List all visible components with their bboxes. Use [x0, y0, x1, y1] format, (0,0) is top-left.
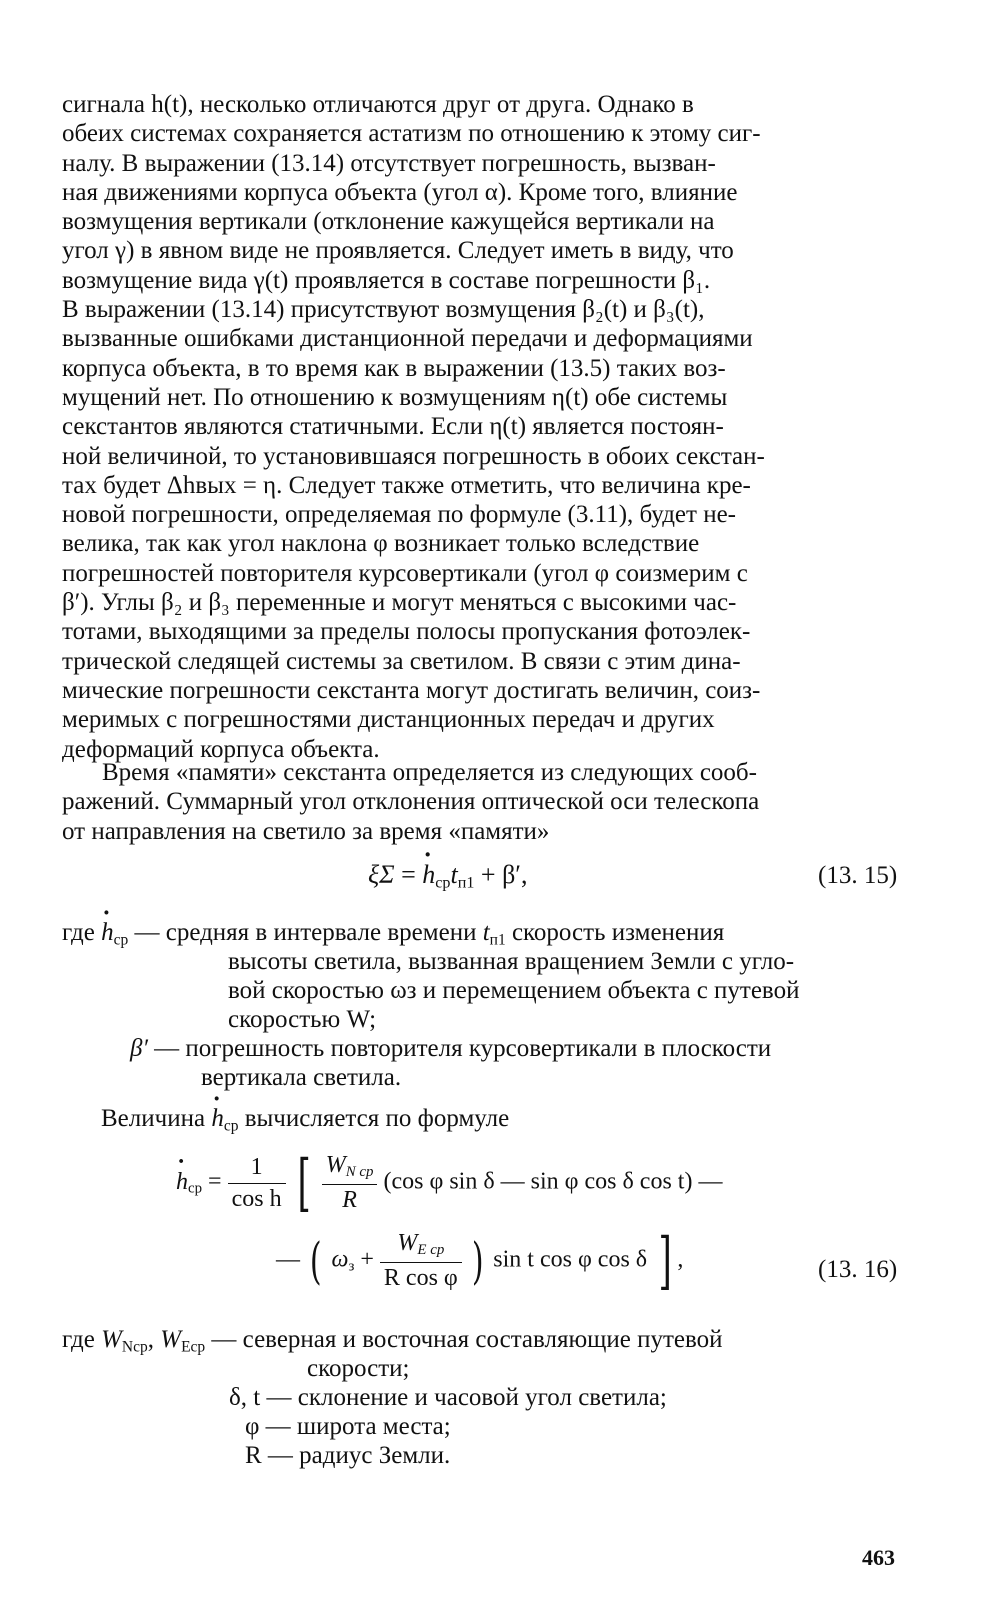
paragraph1-line: меримых с погрешностями дистанционных передач и других — [62, 706, 715, 734]
def-h-symbol: · h — [101, 919, 114, 946]
intro-eq-13-16 — [101, 1104, 509, 1141]
paragraph1-line: мущений нет. По отношению к возмущениям η(t) обе системы — [62, 383, 728, 411]
paragraph1-line: корпуса объекта, в то время как в выражении (13.5) таких воз- — [62, 354, 726, 382]
where-label-2: где — [62, 1326, 95, 1353]
eq1-h: · h — [422, 860, 435, 889]
eq2-lhs-sub: ср — [188, 1180, 203, 1197]
eq1-h-sub: ср — [435, 874, 451, 892]
eq2-frac3-den: R cos φ — [383, 1264, 458, 1291]
paragraph1-line: тотами, выходящими за пределы полосы пропускания фотоэлек- — [62, 618, 751, 646]
definition-r: R — радиус Земли. — [245, 1442, 451, 1469]
eq2-frac2-den: R — [342, 1186, 357, 1213]
def-h-desc-tail: скорость изменения — [511, 919, 725, 946]
definition-h-line3: вой скоростью ωз и перемещением объекта с путевой — [228, 977, 800, 1004]
page-number: 463 — [862, 1545, 895, 1570]
eq2-frac1-den: cos h — [231, 1185, 282, 1212]
eq1-t-sub: п1 — [457, 874, 475, 892]
eq2-plus: + — [360, 1246, 374, 1273]
def-beta-symbol: β′ — [130, 1035, 148, 1062]
eq2-frac3-num: W — [397, 1230, 418, 1257]
eq2-right-paren: ) — [471, 1232, 484, 1290]
paragraph1-line: деформаций корпуса объекта. — [62, 735, 380, 763]
definition-phi: φ — широта места; — [245, 1413, 451, 1440]
eq2-frac3-num-sub: E ср — [417, 1242, 445, 1259]
paragraph1-line: велика, так как угол наклона φ возникает только вследствие — [62, 530, 700, 558]
eq1-lhs: ξΣ — [368, 860, 395, 889]
def-wn-sub: Nср — [121, 1338, 148, 1356]
equation-number-13-16: (13. 16) — [818, 1256, 898, 1283]
equation-13-15: ξΣ = · $h_{ср}t_{п1} + \beta'$, — [368, 860, 528, 893]
equation-13-16-line1: · $h_{ср}$ = $\frac{1}{\text{cos h}}$ [ $\frac{W_{N ср}}{R}$ (cos φ sin δ — sin φ cos δ cos t) — — [176, 1152, 722, 1214]
eq2-left-paren: ( — [309, 1232, 322, 1290]
paragraph1-line: сигнала h(t), несколько отличаются друг от друга. Однако в — [62, 91, 694, 118]
def-t-symbol: t — [482, 919, 490, 946]
paragraph1-line: β′). Углы β₂ и β₃ переменные и могут меняться с высокими час- — [62, 589, 737, 617]
def-w-desc: — северная и восточная составляющие путевой — [211, 1326, 723, 1353]
definition-h-line4: скоростью W; — [228, 1006, 377, 1033]
eq2-minus: — — [276, 1246, 300, 1273]
eq2-frac1 — [228, 1154, 286, 1213]
paragraph1-line: обеих системах сохраняется астатизм по отношению к этому сиг- — [62, 120, 761, 148]
def-wn-symbol: W — [101, 1326, 122, 1353]
paragraph1-line: В выражении (13.14) присутствуют возмущения β₂(t) и β₃(t), — [62, 296, 705, 324]
paragraph-1 — [62, 90, 908, 764]
definition-w-line1: где $W_{Nср}$, $W_{Eср}$ — северная и восточная составляющие путевой — [62, 1326, 723, 1356]
def-h-sub: ср — [113, 931, 129, 949]
definition-delta-t: δ, t — склонение и часовой угол светила; — [229, 1384, 667, 1411]
paragraph2-line: ражений. Суммарный угол отклонения оптической оси телескопа — [62, 788, 760, 816]
eq2-omega-sub: з — [348, 1258, 355, 1275]
eq2-line2-tail: sin t cos φ cos δ — [493, 1246, 648, 1273]
intro-h-symbol: · h — [211, 1105, 224, 1132]
def-we-sub: Eср — [181, 1338, 206, 1356]
eq2-frac3 — [380, 1230, 462, 1291]
paragraph1-line: возмущения вертикали (отклонение кажущейся вертикали на — [62, 208, 715, 236]
def-t-sub: п1 — [489, 931, 506, 949]
paragraph1-line: тах будет Δhвых = η. Следует также отметить, что величина кре- — [62, 471, 751, 499]
paragraph1-line: вызванные ошибками дистанционной передачи и деформациями — [62, 325, 753, 353]
paragraph1-line: погрешностей повторителя курсовертикали (угол φ соизмерим с — [62, 559, 748, 587]
paragraph1-line: ной величиной, то установившаяся погрешность в обоих секстан- — [62, 442, 765, 470]
intro-prefix: Величина — [101, 1105, 206, 1132]
def-h-desc-1: — средняя в интервале времени — [134, 919, 477, 946]
definition-beta-line2: вертикала светила. — [201, 1064, 402, 1091]
eq2-line2-end: , — [677, 1246, 684, 1273]
equation-13-16-line2 — [276, 1224, 684, 1297]
paragraph2-line: от направления на светило за время «памяти» — [62, 817, 550, 845]
intro-h-sub: ср — [223, 1117, 239, 1135]
eq1-rest: + β′, — [480, 860, 528, 889]
eq2-frac2-num-sub: N ср — [345, 1164, 374, 1181]
paragraph1-line: угол γ) в явном виде не проявляется. Следует иметь в виду, что — [62, 237, 734, 265]
eq2-frac1-num: 1 — [228, 1154, 286, 1184]
eq2-lhs: · h — [176, 1169, 188, 1195]
paragraph1-line: новой погрешности, определяемая по формуле (3.11), будет не- — [62, 501, 736, 529]
eq2-frac2-num: W — [325, 1152, 346, 1179]
paragraph1-line: трической следящей системы за светилом. В связи с этим дина- — [62, 647, 741, 675]
paragraph-2 — [62, 758, 908, 846]
definition-w-line2: скорости; — [307, 1355, 410, 1382]
paragraph1-line: налу. В выражении (13.14) отсутствует погрешность, вызван- — [62, 149, 716, 177]
where-label: где — [62, 919, 95, 946]
def-beta-desc-1: — погрешность повторителя курсовертикали в плоскости — [154, 1035, 772, 1062]
definition-beta-line1 — [130, 1034, 771, 1064]
def-we-symbol: W — [160, 1326, 182, 1353]
paragraph1-line: мические погрешности секстанта могут достигать величин, соиз- — [62, 676, 761, 704]
definition-h-line2: высоты светила, вызванная вращением Земли с угло- — [228, 948, 795, 975]
eq2-left-bracket: [ — [297, 1146, 311, 1219]
paragraph1-line: ная движениями корпуса объекта (угол α). Кроме того, влияние — [62, 178, 738, 206]
equation-number-13-15: (13. 15) — [818, 862, 898, 889]
eq2-frac2 — [322, 1152, 378, 1213]
eq2-right-bracket: ] — [658, 1224, 672, 1297]
intro-suffix: вычисляется по формуле — [244, 1105, 510, 1132]
paragraph1-line: возмущение вида γ(t) проявляется в составе погрешности β₁. — [62, 266, 711, 294]
eq2-omega: ω — [331, 1246, 349, 1273]
eq1-t: t — [450, 860, 458, 889]
paragraph2-line: Время «памяти» секстанта определяется из следующих сооб- — [102, 759, 757, 786]
eq2-line1-tail: (cos φ sin δ — sin φ cos δ cos t) — — [383, 1168, 723, 1195]
paragraph1-line: секстантов являются статичными. Если η(t) является постоян- — [62, 413, 724, 441]
